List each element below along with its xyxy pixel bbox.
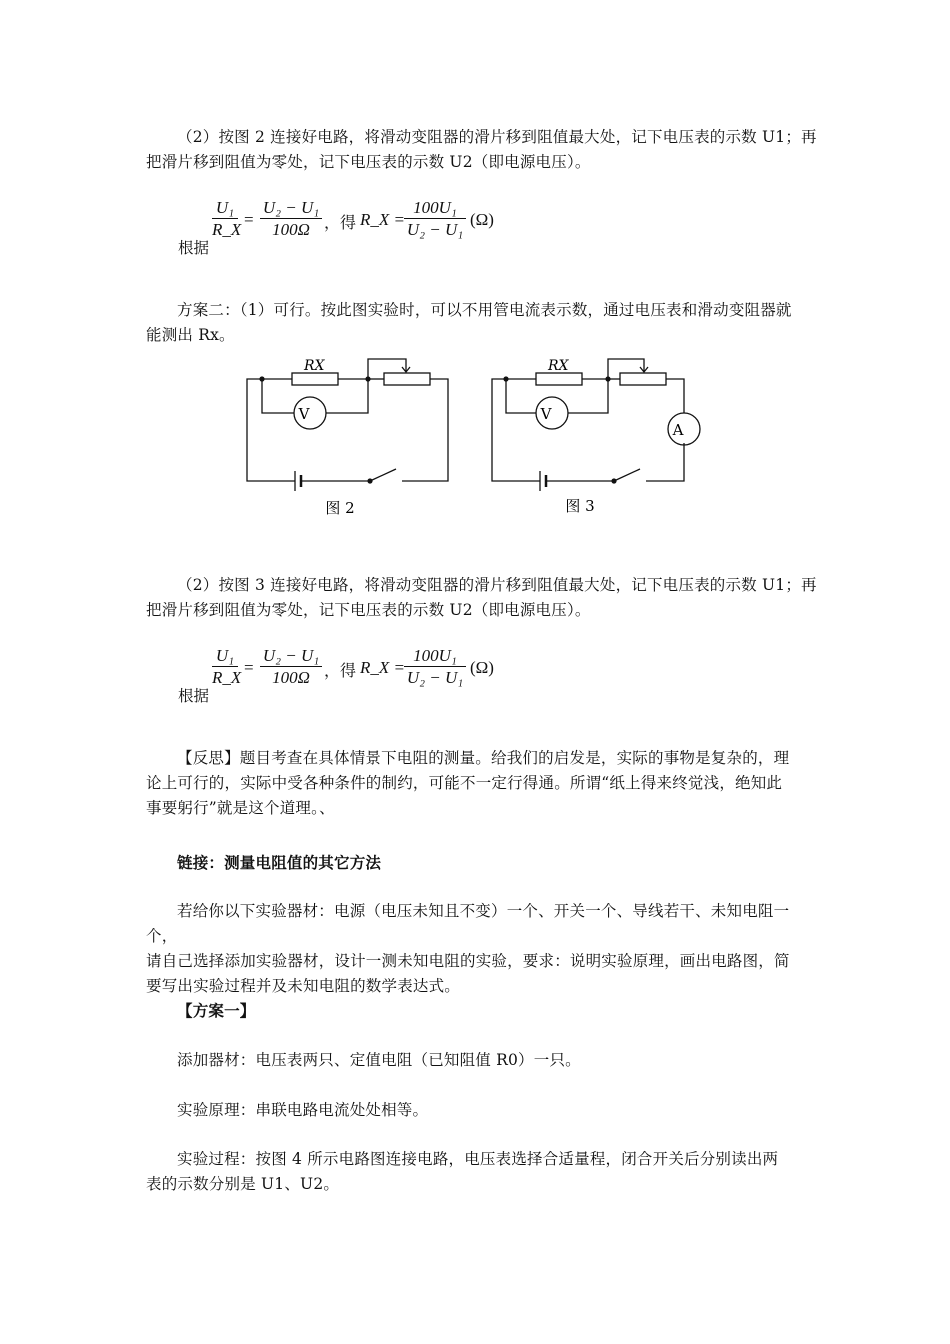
resistor-label: RX [304,358,325,374]
fraction-u2-u1-100 [260,646,322,689]
text-line: 能测出 Rx。 [146,326,235,344]
text-line: 要写出实验过程并及未知电阻的数学表达式。 [146,977,461,995]
text-line: （2）按图 3 连接好电路，将滑动变阻器的滑片移到阻值最大处，记下电压表的示数 U1；再 [177,576,817,594]
voltmeter-label: V [540,405,552,423]
text-line: 【反思】题目考查在具体情景下电阻的测量。给我们的启发是，实际的事物是复杂的，理 [177,749,790,767]
denominator: R_X [212,668,242,687]
numerator: U₂ − U₁ [262,646,320,665]
fraction-u1-rx [212,646,242,689]
comma-de: ，得 [324,213,357,232]
text-line: 把滑片移到阻值为零处，记下电压表的示数 U2（即电源电压）。 [146,601,591,619]
formula-2 [178,646,518,706]
voltmeter-label: V [298,405,310,423]
figure-2-circuit [247,359,448,491]
text-line: 论上可行的，实际中受各种条件的制约，可能不一定行得通。所谓“纸上得来终觉浅，绝知此 [146,774,783,792]
text-line: 实验过程：按图 4 所示电路图连接电路，电压表选择合适量程，闭合开关后分别读出两 [177,1150,779,1168]
junction-dot [259,376,264,381]
formula-prefix: 根据 [178,239,210,257]
junction-dot [605,376,610,381]
numerator: U₂ − U₁ [262,198,320,217]
paragraph-task [146,899,818,999]
switch-pivot [611,478,616,483]
text-line: 把滑片移到阻值为零处，记下电压表的示数 U2（即电源电压）。 [146,153,591,171]
junction-dot [503,376,508,381]
text-line: 事要躬行”就是这个道理。、 [146,799,335,817]
numerator: 100U₁ [413,198,457,217]
denominator: 100Ω [272,668,310,687]
text-line: （2）按图 2 连接好电路，将滑动变阻器的滑片移到阻值最大处，记下电压表的示数 U1；再 [177,128,817,146]
fraction-100u1 [404,646,466,689]
text-line: 请自己选择添加实验器材，设计一测未知电阻的实验，要求：说明实验原理，画出电路图，简 [146,952,790,970]
paragraph-reflection [146,746,818,821]
formula-prefix: 根据 [178,687,210,705]
figure-3-circuit [492,359,700,491]
paragraph-plan2 [146,298,818,348]
section-title-link: 链接：测量电阻值的其它方法 [177,853,382,872]
text-line: 方案二：（1）可行。按此图实验时，可以不用管电流表示数，通过电压表和滑动变阻器就 [177,301,792,319]
rx-equals: R_X = [360,210,405,229]
numerator: U₁ [215,198,235,217]
equals-sign: = [244,210,254,229]
circuit-diagrams [200,355,720,525]
unit-ohm: (Ω) [470,658,494,677]
formula-1 [178,198,518,258]
resistor-label: RX [548,358,569,374]
ammeter-label: A [672,421,684,439]
denominator: U₂ − U₁ [406,220,464,239]
paragraph-fig2-step [146,125,818,175]
text-line: 表的示数分别是 U1、U2。 [146,1175,340,1193]
figure-3-caption: 图 3 [565,497,595,515]
paragraph-process [146,1147,818,1197]
numerator: 100U₁ [413,646,457,665]
experiment-principle: 实验原理：串联电路电流处处相等。 [177,1101,429,1119]
text-line: 若给你以下实验器材：电源（电压未知且不变）一个、开关一个、导线若干、未知电阻一个， [146,902,790,945]
fraction-u2-u1-100 [260,198,322,241]
added-equipment: 添加器材：电压表两只、定值电阻（已知阻值 R0）一只。 [177,1051,581,1069]
unit-ohm: (Ω) [470,210,494,229]
switch-pivot [367,478,372,483]
plan1-title: 【方案一】 [177,1001,256,1020]
equals-sign: = [244,658,254,677]
fraction-100u1 [404,198,466,241]
rx-equals: R_X = [360,658,405,677]
paragraph-fig3-step [146,573,818,623]
denominator: 100Ω [272,220,310,239]
numerator: U₁ [215,646,235,665]
comma-de: ，得 [324,661,357,680]
fraction-u1-rx [212,198,242,241]
denominator: R_X [212,220,242,239]
figure-2-caption: 图 2 [325,499,355,517]
junction-dot [365,376,370,381]
denominator: U₂ − U₁ [406,668,464,687]
